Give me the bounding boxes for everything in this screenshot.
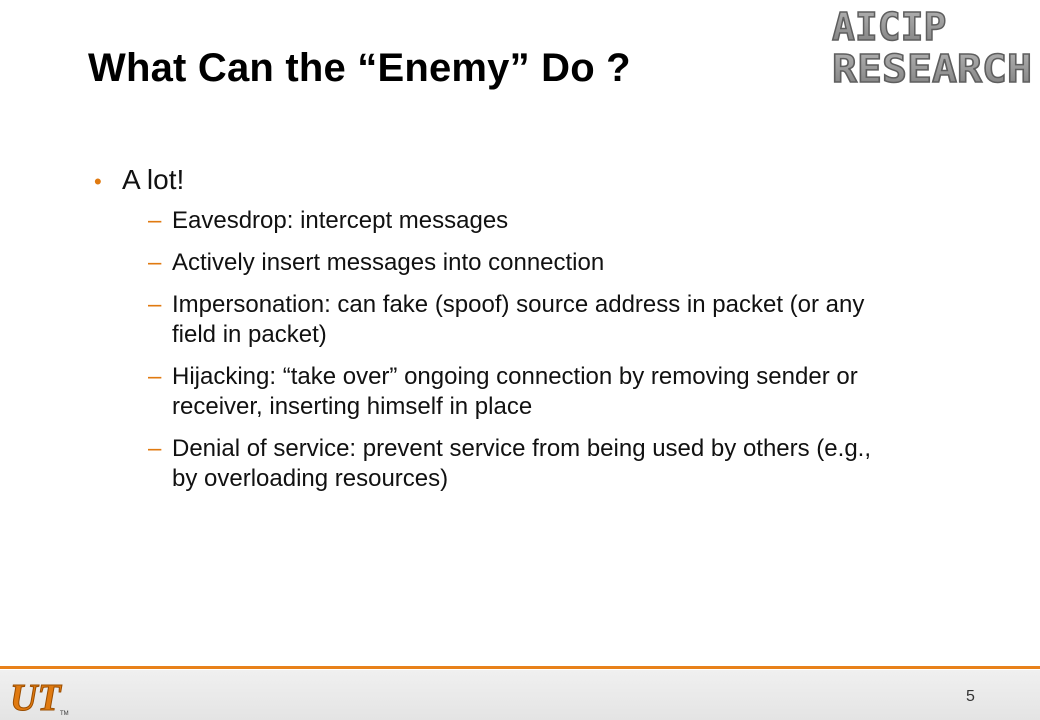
sub-bullet-list — [148, 206, 974, 494]
logo-line2: RESEARCH — [832, 47, 1032, 91]
main-bullet — [94, 164, 974, 196]
sub-bullet-text: Eavesdrop: intercept messages — [172, 207, 509, 234]
bullet-dot: • — [94, 169, 102, 194]
page-number: 5 — [966, 688, 975, 705]
logo-line1: AICIP — [832, 5, 947, 49]
ut-logo-text: UT — [10, 677, 61, 716]
sub-bullet-item — [148, 434, 974, 494]
sub-bullet-text: Denial of service: prevent service from being used by others (e.g., by overloading resources) — [172, 435, 871, 492]
sub-bullet-text: Impersonation: can fake (spoof) source address in packet (or any field in packet) — [172, 291, 865, 348]
dash-marker: – — [148, 363, 162, 390]
ut-logo — [10, 676, 74, 716]
footer-bar — [0, 670, 1040, 720]
sub-bullet-text: Hijacking: “take over” ongoing connection by removing sender or receiver, inserting himself in place — [172, 363, 858, 420]
sub-bullet-item — [148, 248, 974, 278]
footer-divider — [0, 666, 1040, 669]
sub-bullet-text: Actively insert messages into connection — [172, 249, 605, 276]
dash-marker: – — [148, 249, 162, 276]
slide-title: What Can the “Enemy” Do ? — [88, 46, 631, 90]
sub-bullet-item — [148, 206, 974, 236]
ut-trademark: TM — [60, 711, 69, 716]
sub-bullet-item — [148, 362, 974, 422]
main-bullet-text: A lot! — [122, 164, 185, 195]
dash-marker: – — [148, 291, 162, 318]
dash-marker: – — [148, 435, 162, 462]
dash-marker: – — [148, 207, 162, 234]
slide-content — [94, 164, 974, 506]
sub-bullet-item — [148, 290, 974, 350]
aicip-research-logo — [826, 2, 1040, 94]
